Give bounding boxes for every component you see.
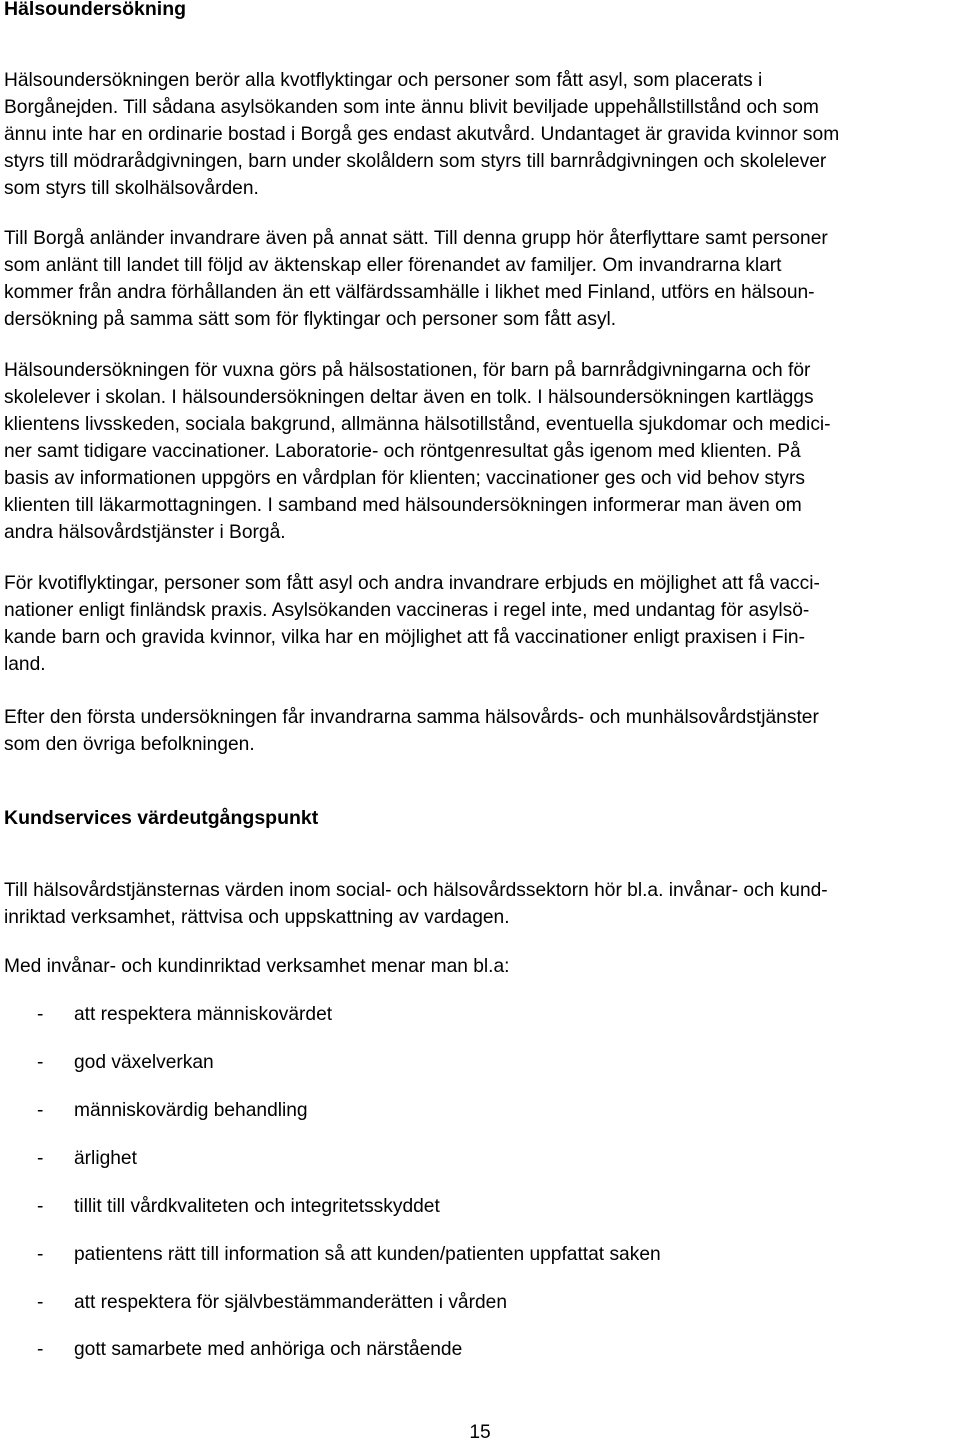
paragraph xyxy=(4,877,944,931)
list-item-text: ärlighet xyxy=(74,1148,137,1169)
list-dash: - xyxy=(37,1196,44,1217)
section-heading-kundservices: Kundservices värdeutgångspunkt xyxy=(4,807,319,829)
text-line: kommer från andra förhållanden än ett välfärdssamhälle i likhet med Finland, utförs en hälsoun- xyxy=(4,282,815,303)
text-line: ner samt tidigare vaccinationer. Laboratorie- och röntgenresultat gås igenom med klienten. På xyxy=(4,441,801,462)
text-line: ännu inte har en ordinarie bostad i Borgå ges endast akutvård. Undantaget är gravida kvinnor som xyxy=(4,124,840,145)
list-item xyxy=(0,1289,900,1316)
text-line: För kvotiflyktingar, personer som fått asyl och andra invandrare erbjuds en möjlighet att få vacci- xyxy=(4,573,820,594)
text-line: andra hälsovårdstjänster i Borgå. xyxy=(4,522,286,543)
list-item-text: att respektera människovärdet xyxy=(74,1004,333,1025)
list-item-text: att respektera för självbestämmanderätten i vården xyxy=(74,1292,508,1313)
text-line: klientens livsskeden, sociala bakgrund, allmänna hälsotillstånd, eventuella sjukdomar och medici- xyxy=(4,414,831,435)
text-line: som styrs till skolhälsovården. xyxy=(4,178,259,199)
list-dash: - xyxy=(37,1148,44,1169)
list-item xyxy=(0,1145,900,1172)
paragraph xyxy=(4,953,944,980)
list-item-text: tillit till vårdkvaliteten och integritetsskyddet xyxy=(74,1196,440,1217)
text-line: Till Borgå anländer invandrare även på annat sätt. Till denna grupp hör återflyttare samt personer xyxy=(4,228,828,249)
page-number: 15 xyxy=(469,1422,491,1443)
paragraph xyxy=(4,570,944,678)
list-dash: - xyxy=(37,1244,44,1265)
text-line: som anlänt till landet till följd av äktenskap eller förenandet av familjer. Om invandrarna klart xyxy=(4,255,782,276)
paragraph xyxy=(4,704,944,758)
text-line: Efter den första undersökningen får invandrarna samma hälsovårds- och munhälsovårdstjänster xyxy=(4,707,819,728)
text-line: Hälsoundersökningen berör alla kvotflyktingar och personer som fått asyl, som placerats i xyxy=(4,70,763,91)
text-line: Hälsoundersökningen för vuxna görs på hälsostationen, för barn på barnrådgivningarna och för xyxy=(4,360,811,381)
text-line: dersökning på samma sätt som för flyktingar och personer som fått asyl. xyxy=(4,309,617,330)
paragraph xyxy=(4,225,944,333)
text-line: Med invånar- och kundinriktad verksamhet menar man bl.a: xyxy=(4,956,510,977)
list-item xyxy=(0,1097,900,1124)
text-line: Till hälsovårdstjänsternas värden inom social- och hälsovårdssektorn hör bl.a. invånar- och kund- xyxy=(4,880,828,901)
list-dash: - xyxy=(37,1100,44,1121)
text-line: kande barn och gravida kvinnor, vilka har en möjlighet att få vaccinationer enligt praxisen i Fin- xyxy=(4,627,805,648)
list-item xyxy=(0,1193,900,1220)
list-dash: - xyxy=(37,1004,44,1025)
list-dash: - xyxy=(37,1339,44,1360)
text-line: styrs till mödrarådgivningen, barn under skolåldern som styrs till barnrådgivningen och skolelever xyxy=(4,151,827,172)
text-line: klienten till läkarmottagningen. I samband med hälsoundersökningen informerar man även om xyxy=(4,495,802,516)
list-item-text: god växelverkan xyxy=(74,1052,214,1073)
section-heading-halsoundersokning: Hälsoundersökning xyxy=(4,0,187,20)
list-item-text: patientens rätt till information så att kunden/patienten uppfattat saken xyxy=(74,1244,661,1265)
list-item-text: gott samarbete med anhöriga och närstående xyxy=(74,1339,463,1360)
paragraph xyxy=(4,67,944,202)
text-line: land. xyxy=(4,654,46,675)
text-line: skolelever i skolan. I hälsoundersökningen deltar även en tolk. I hälsoundersökningen kartläggs xyxy=(4,387,814,408)
list-item xyxy=(0,1241,900,1268)
text-line: nationer enligt finländsk praxis. Asylsökanden vaccineras i regel inte, med undantag för asylsö- xyxy=(4,600,810,621)
list-dash: - xyxy=(37,1052,44,1073)
list-item-text: människovärdig behandling xyxy=(74,1100,308,1121)
list-dash: - xyxy=(37,1292,44,1313)
list-item xyxy=(0,1049,900,1076)
list-item xyxy=(0,1001,900,1028)
text-line: Borgånejden. Till sådana asylsökanden som inte ännu blivit beviljade uppehållstillstånd och som xyxy=(4,97,819,118)
list-item xyxy=(0,1336,900,1363)
paragraph xyxy=(4,357,944,546)
text-line: som den övriga befolkningen. xyxy=(4,734,255,755)
text-line: basis av informationen uppgörs en vårdplan för klienten; vaccinationer ges och vid behov styrs xyxy=(4,468,805,489)
text-line: inriktad verksamhet, rättvisa och uppskattning av vardagen. xyxy=(4,907,510,928)
